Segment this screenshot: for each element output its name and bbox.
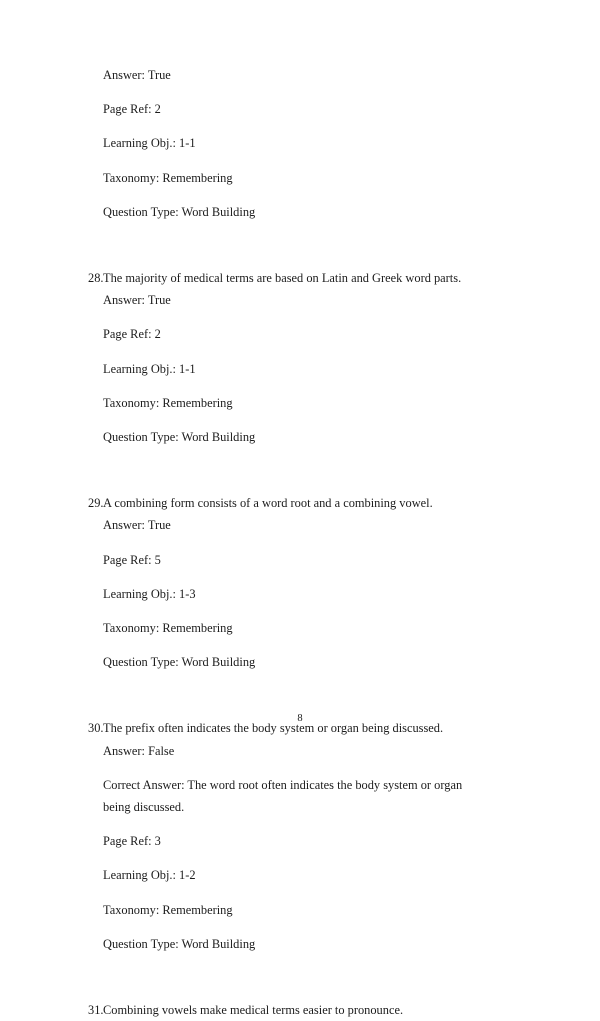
question-stem-text-30: The prefix often indicates the body system or organ being discussed. (103, 721, 444, 736)
question-block-30 (0, 717, 600, 955)
taxonomy-line-29: Taxonomy: Remembering (103, 621, 233, 636)
question-block-29 (0, 492, 600, 673)
question-stem-31 (88, 999, 495, 1021)
question-stem-text-29: A combining form consists of a word root and a combining vowel. (103, 496, 433, 511)
page-ref-line: Page Ref: 2 (103, 102, 161, 117)
answer-line: Answer: True (103, 68, 171, 82)
learning-obj-line-30: Learning Obj.: 1-2 (103, 868, 196, 883)
page-number: 8 (297, 713, 303, 724)
question-stem-text-31: Combining vowels make medical terms easier to pronounce. (103, 1003, 404, 1018)
question-block-28 (0, 267, 600, 448)
taxonomy-line-30: Taxonomy: Remembering (103, 902, 233, 917)
question-type-line-30: Question Type: Word Building (103, 936, 256, 951)
question-number-29: 29. (88, 496, 104, 511)
page-ref-line-30: Page Ref: 3 (103, 834, 161, 849)
page-ref-line-29: Page Ref: 5 (103, 552, 161, 567)
question-number-28: 28. (88, 271, 104, 286)
question-block-31 (0, 999, 600, 1021)
learning-obj-line: Learning Obj.: 1-1 (103, 136, 196, 151)
answer-line-28: Answer: True (103, 293, 171, 308)
question-type-line: Question Type: Word Building (103, 204, 256, 219)
taxonomy-line: Taxonomy: Remembering (103, 170, 233, 185)
question-type-line-28: Question Type: Word Building (103, 430, 256, 445)
answer-block-continued (0, 64, 600, 223)
page-ref-line-28: Page Ref: 2 (103, 327, 161, 342)
question-stem-text-28: The majority of medical terms are based on Latin and Greek word parts. (103, 271, 462, 286)
question-number-31: 31. (88, 1003, 104, 1018)
question-stem-28 (88, 267, 495, 289)
answer-line-30: Answer: False (103, 743, 175, 758)
taxonomy-line-28: Taxonomy: Remembering (103, 395, 233, 410)
learning-obj-line-28: Learning Obj.: 1-1 (103, 361, 196, 376)
learning-obj-line-29: Learning Obj.: 1-3 (103, 586, 196, 601)
question-type-line-29: Question Type: Word Building (103, 655, 256, 670)
question-stem-29 (88, 492, 495, 514)
question-number-30: 30. (88, 721, 104, 736)
correct-answer-line-30: Correct Answer: The word root often indicates the body system or organ being discussed. (103, 777, 463, 815)
answer-line-29: Answer: True (103, 518, 171, 533)
